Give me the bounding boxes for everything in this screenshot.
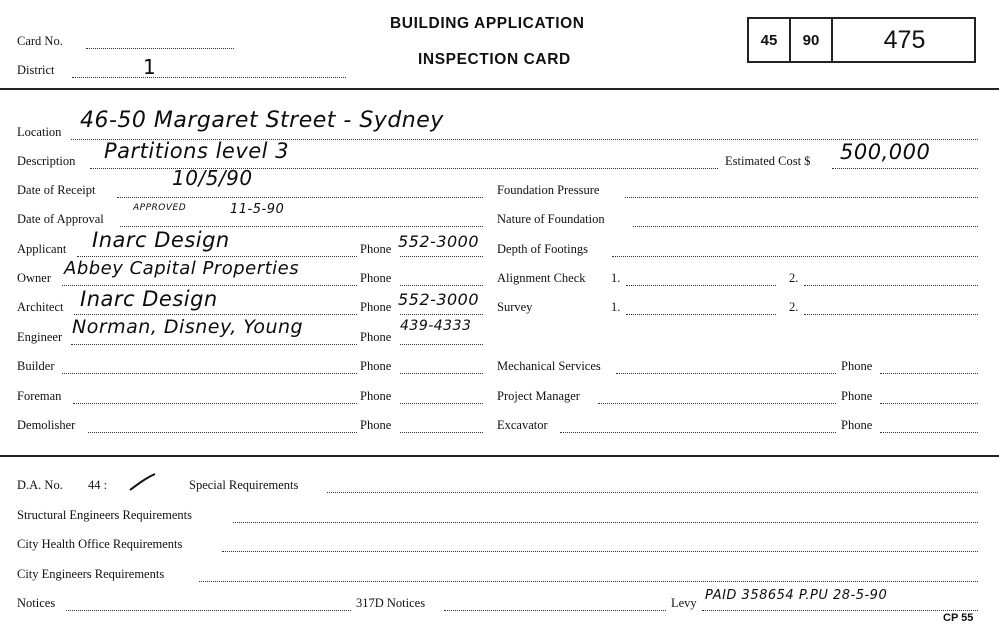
nature-foundation-field[interactable]: [633, 226, 978, 227]
applicant-value: Inarc Design: [92, 228, 230, 252]
pm-phone-label: Phone: [841, 389, 873, 403]
survey-1-label: 1.: [611, 300, 621, 314]
approval-value: 11-5-90: [230, 202, 285, 217]
location-label: Location: [17, 125, 62, 139]
alignment-1-field[interactable]: [626, 285, 776, 286]
approval-label: Date of Approval: [17, 212, 104, 226]
engineer-label: Engineer: [17, 330, 63, 344]
foundation-pressure-field[interactable]: [625, 197, 978, 198]
builder-phone-field[interactable]: [400, 373, 483, 374]
pm-phone-field[interactable]: [880, 403, 978, 404]
reference-number-box: [747, 17, 976, 63]
engineer-phone-field[interactable]: [400, 344, 483, 345]
form-code: CP 55: [943, 612, 974, 624]
form-subtitle: INSPECTION CARD: [418, 51, 571, 68]
alignment-2-field[interactable]: [804, 285, 978, 286]
da-label: D.A. No.: [17, 478, 63, 492]
da-tick-mark: [128, 472, 158, 494]
owner-label: Owner: [17, 271, 52, 285]
builder-label: Builder: [17, 359, 55, 373]
description-label: Description: [17, 154, 76, 168]
excavator-field[interactable]: [560, 432, 836, 433]
levy-label: Levy: [671, 596, 697, 610]
district-label: District: [17, 63, 55, 77]
city-eng-req-field[interactable]: [199, 581, 978, 582]
d317-notices-field[interactable]: [444, 610, 666, 611]
levy-value: PAID 358654 P.PU 28-5-90: [705, 588, 888, 603]
excavator-phone-field[interactable]: [880, 432, 978, 433]
receipt-label: Date of Receipt: [17, 183, 96, 197]
applicant-phone-value: 552-3000: [398, 232, 480, 251]
structural-req-field[interactable]: [233, 522, 978, 523]
mechanical-label: Mechanical Services: [497, 359, 601, 373]
foreman-field[interactable]: [73, 403, 357, 404]
excavator-phone-label: Phone: [841, 418, 873, 432]
builder-field[interactable]: [62, 373, 357, 374]
applicant-field[interactable]: [77, 256, 357, 257]
special-req-field[interactable]: [327, 492, 978, 493]
architect-label: Architect: [17, 300, 64, 314]
architect-phone-value: 552-3000: [398, 290, 480, 309]
lower-divider: [0, 455, 999, 457]
special-req-label: Special Requirements: [189, 478, 299, 492]
footings-label: Depth of Footings: [497, 242, 588, 256]
applicant-phone-label: Phone: [360, 242, 392, 256]
structural-req-label: Structural Engineers Requirements: [17, 508, 192, 522]
approval-field[interactable]: [120, 226, 483, 227]
health-req-label: City Health Office Requirements: [17, 537, 183, 551]
architect-phone-label: Phone: [360, 300, 392, 314]
demolisher-label: Demolisher: [17, 418, 76, 432]
alignment-2-label: 2.: [789, 271, 799, 285]
district-field[interactable]: [72, 77, 346, 78]
demolisher-phone-field[interactable]: [400, 432, 483, 433]
demolisher-phone-label: Phone: [360, 418, 392, 432]
alignment-1-label: 1.: [611, 271, 621, 285]
nature-foundation-label: Nature of Foundation: [497, 212, 605, 226]
survey-2-field[interactable]: [804, 314, 978, 315]
pm-field[interactable]: [598, 403, 836, 404]
owner-field[interactable]: [62, 285, 357, 286]
excavator-label: Excavator: [497, 418, 548, 432]
demolisher-field[interactable]: [88, 432, 357, 433]
pm-label: Project Manager: [497, 389, 580, 403]
foreman-phone-field[interactable]: [400, 403, 483, 404]
owner-phone-field[interactable]: [400, 285, 483, 286]
engineer-phone-label: Phone: [360, 330, 392, 344]
survey-1-field[interactable]: [626, 314, 776, 315]
foreman-phone-label: Phone: [360, 389, 392, 403]
description-value: Partitions level 3: [104, 139, 290, 163]
health-req-field[interactable]: [222, 551, 978, 552]
owner-phone-label: Phone: [360, 271, 392, 285]
builder-phone-label: Phone: [360, 359, 392, 373]
ref-box-a: 45: [760, 31, 778, 49]
notices-field[interactable]: [66, 610, 351, 611]
card-no-label: Card No.: [17, 34, 63, 48]
footings-field[interactable]: [612, 256, 978, 257]
applicant-label: Applicant: [17, 242, 67, 256]
foundation-pressure-label: Foundation Pressure: [497, 183, 600, 197]
engineer-field[interactable]: [71, 344, 357, 345]
notices-label: Notices: [17, 596, 56, 610]
approval-stamp: APPROVED: [133, 203, 187, 213]
receipt-value: 10/5/90: [172, 166, 253, 190]
estimated-cost-field[interactable]: [832, 168, 978, 169]
estimated-cost-value: 500,000: [840, 140, 931, 164]
architect-value: Inarc Design: [80, 287, 218, 311]
mechanical-phone-field[interactable]: [880, 373, 978, 374]
engineer-phone-value: 439-4333: [400, 318, 472, 334]
levy-field[interactable]: [702, 610, 978, 611]
architect-field[interactable]: [74, 314, 357, 315]
d317-notices-label: 317D Notices: [356, 596, 426, 610]
card-no-field[interactable]: [86, 48, 234, 49]
architect-phone-field[interactable]: [400, 314, 483, 315]
engineer-value: Norman, Disney, Young: [72, 316, 304, 338]
location-value: 46-50 Margaret Street - Sydney: [80, 108, 444, 133]
form-title: BUILDING APPLICATION: [390, 15, 585, 32]
applicant-phone-field[interactable]: [400, 256, 483, 257]
survey-2-label: 2.: [789, 300, 799, 314]
mechanical-field[interactable]: [616, 373, 836, 374]
ref-box-b: 90: [789, 19, 831, 61]
city-eng-req-label: City Engineers Requirements: [17, 567, 165, 581]
mechanical-phone-label: Phone: [841, 359, 873, 373]
alignment-label: Alignment Check: [497, 271, 586, 285]
header-divider: [0, 88, 999, 90]
owner-value: Abbey Capital Properties: [64, 258, 300, 279]
survey-label: Survey: [497, 300, 533, 314]
district-value: 1: [143, 55, 157, 79]
ref-box-c: 475: [831, 19, 976, 61]
da-value: 44 :: [88, 478, 108, 492]
receipt-field[interactable]: [117, 197, 483, 198]
estimated-cost-label: Estimated Cost $: [725, 154, 811, 168]
foreman-label: Foreman: [17, 389, 62, 403]
